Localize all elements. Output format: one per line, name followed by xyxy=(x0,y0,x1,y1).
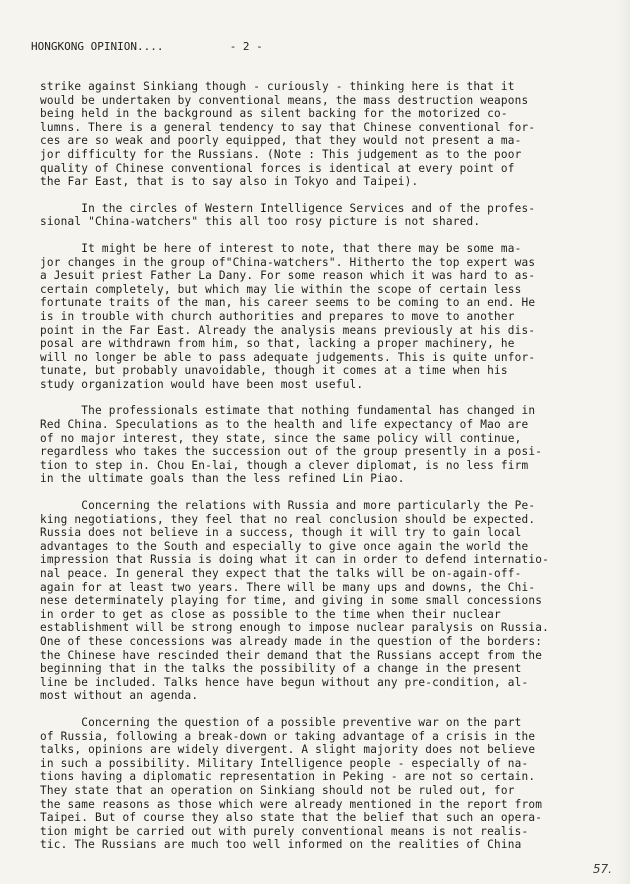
paragraph-2: In the circles of Western Intelligence Services and of the profes- sional "China-watchers" this all too rosy picture is not shared. xyxy=(40,201,536,229)
paragraph-6: Concerning the question of a possible preventive war on the part of Russia, following a break-down or taking advantage of a crisis in the talks, opinions are widely divergent. A slight majority does not believe in such a possibility. Military Intelligence people - especially of na- tions having a diplomatic representation in Peking - are not so certain. They state that an operation on Sinkiang should not be ruled out, for the same reasons as those which were already mentioned in the report from Taipei. But of course they also state that the belief that such an opera- tion might be carried out with purely conventional means is not realis- tic. The Russians are much too well informed on the realities of China xyxy=(40,715,543,852)
paragraph-5: Concerning the relations with Russia and more particularly the Pe- king negotiations, they feel that no real conclusion should be expected. Russia does not believe in a success, though it will try to gain local advantages to the South and especially to give once again the world the impression that Russia is doing what it can in order to defend internatio- nal peace. In general they expect that the talks will be on-again-off- again for at least two years. There will be many ups and downs, the Chi- nese determinately playing for time, and giving in some small concessions in order to get as close as possible to the time when their nuclear establishment will be strong enough to impose nuclear paralysis on Russia. One of these concessions was already made in the question of the borders: the Chinese have rescinded their demand that the Russians accept from the beginning that in the talks the possibility of a change in the present line be included. Talks hence have begun without any pre-condition, al- most without an agenda. xyxy=(40,499,550,703)
page-number: 57. xyxy=(592,862,612,876)
page-edge-shadow xyxy=(616,0,630,884)
document-body xyxy=(40,80,605,865)
page-header xyxy=(31,40,263,53)
paragraph-3: It might be here of interest to note, that there may be some ma- jor changes in the group of"China-watchers". Hitherto the top expert was a Jesuit priest Father La Dany. For some reason which it was hard to as- certain completely, but which may lie within the scope of certain less fortunate traits of the man, his career seems to be coming to an end. He is in trouble with church authorities and prepares to move to another point in the Far East. Already the analysis means previously at his dis- posal are withdrawn from him, so that, lacking a proper machinery, he will no longer be able to pass adequate judgements. This is quite unfor- tunate, but probably unavoidable, though it comes at a time when his study organization would have been most useful. xyxy=(40,241,536,391)
paragraph-1: strike against Sinkiang though - curiously - thinking here is that it would be undertaken by conventional means, the mass destruction weapons being held in the background as silent backing for the motorized co- lumns. There is a general tendency to say that Chinese conventional for- ces are so weak and poorly equipped, that they would not present a ma- jor difficulty for the Russians. (Note : This judgement as to the poor quality of Chinese conventional forces is identical at every point of the Far East, that is to say also in Tokyo and Taipei). xyxy=(40,80,536,189)
paragraph-4: The professionals estimate that nothing fundamental has changed in Red China. Speculations as to the health and life expectancy of Mao are of no major interest, they state, since the same policy will continue, regardless who takes the succession out of the group presently in a posi- tion to step in. Chou En-lai, though a clever diplomat, is no less firm in the ultimate goals than the less refined Lin Piao. xyxy=(40,404,543,486)
header-page-marker: - 2 - xyxy=(229,40,263,53)
header-title: HONGKONG OPINION.... xyxy=(31,40,164,53)
